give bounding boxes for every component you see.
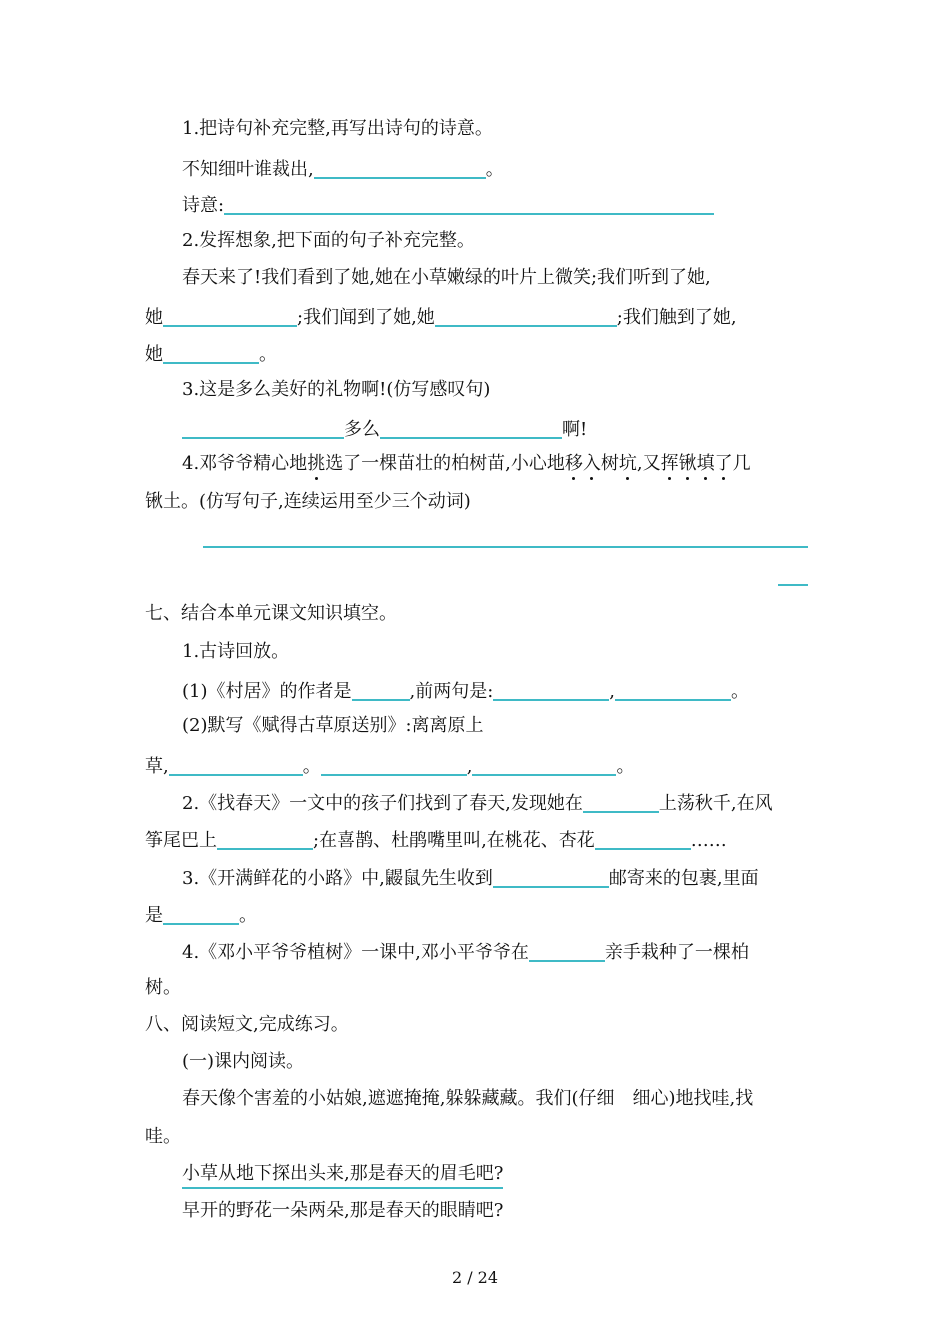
answer-blank[interactable] [321, 756, 467, 776]
q8-paragraph2: 小草从地下探出头来,那是春天的眉毛吧? [182, 1162, 503, 1186]
answer-blank[interactable] [615, 681, 731, 701]
q7-item2-line2: 筝尾巴上 ;在喜鹊、杜鹃嘴里叫,在桃花、杏花 …… [145, 830, 727, 851]
answer-blank[interactable] [493, 868, 609, 888]
q6-meaning-line: 诗意: [182, 191, 714, 215]
q8-paragraph3: 早开的野花一朵两朵,那是春天的眼睛吧? [182, 1200, 504, 1221]
q6-item3-prompt: 3.这是多么美好的礼物啊!(仿写感叹句) [182, 379, 491, 400]
answer-blank[interactable] [314, 159, 486, 179]
answer-blank[interactable] [352, 681, 410, 701]
q7-item2-line1: 2.《找春天》一文中的孩子们找到了春天,发现她在 上荡秋千,在风 [182, 793, 773, 814]
answer-blank[interactable] [472, 756, 616, 776]
answer-line[interactable] [778, 584, 808, 586]
q7-s1a: (1)《村居》的作者是 ,前两句是: , 。 [182, 681, 750, 702]
q6-item2-line2: 她 ;我们闻到了她,她 ;我们触到了她, [145, 307, 737, 328]
answer-blank[interactable] [163, 344, 259, 364]
q8-sub1: (一)课内阅读。 [182, 1051, 305, 1072]
page-number: 2 / 24 [451, 1268, 499, 1287]
q8-heading: 八、阅读短文,完成练习。 [145, 1014, 349, 1035]
meaning-blank[interactable] [224, 195, 714, 215]
q6-item1-prompt: 1.把诗句补充完整,再写出诗句的诗意。 [182, 118, 493, 139]
q7-s1b-cont: 草, 。 , 。 [145, 756, 635, 777]
answer-blank[interactable] [182, 419, 344, 439]
q6-item4-line2: 锹土。(仿写句子,连续运用至少三个动词) [145, 491, 471, 512]
q7-item3-line1: 3.《开满鲜花的小路》中,鼹鼠先生收到 邮寄来的包裹,里面 [182, 868, 759, 889]
q7-item3-line2: 是 。 [145, 905, 257, 926]
q8-paragraph1-cont: 哇。 [145, 1126, 181, 1147]
answer-blank[interactable] [217, 830, 313, 850]
q7-heading: 七、结合本单元课文知识填空。 [145, 603, 397, 624]
answer-blank[interactable] [493, 681, 609, 701]
answer-blank[interactable] [169, 756, 303, 776]
answer-line[interactable] [203, 546, 808, 548]
q6-item1-line: 不知细叶谁裁出, 。 [182, 159, 504, 180]
q7-item4-line2: 树。 [145, 977, 181, 998]
answer-blank[interactable] [163, 905, 239, 925]
q6-item4-line1: 4.邓爷爷精心地挑选了一棵苗壮的柏树苗,小心地移入树坑,又挥锹填了几 [182, 453, 751, 474]
q6-item2-line3: 她 。 [145, 344, 277, 365]
q6-item2-prompt: 2.发挥想象,把下面的句子补充完整。 [182, 230, 475, 251]
q6-item2-text: 春天来了!我们看到了她,她在小草嫩绿的叶片上微笑;我们听到了她, [182, 267, 711, 288]
q7-s1b: (2)默写《赋得古草原送别》:离离原上 [182, 715, 484, 736]
answer-blank[interactable] [529, 942, 605, 962]
q7-item4-line1: 4.《邓小平爷爷植树》一课中,邓小平爷爷在 亲手栽种了一棵柏 [182, 942, 749, 963]
answer-blank[interactable] [583, 793, 659, 813]
answer-blank[interactable] [163, 307, 297, 327]
answer-blank[interactable] [380, 419, 562, 439]
q7-sub1: 1.古诗回放。 [182, 641, 290, 662]
answer-blank[interactable] [595, 830, 691, 850]
q6-item3-line: 多么 啊! [182, 415, 587, 439]
answer-blank[interactable] [435, 307, 617, 327]
q8-paragraph1: 春天像个害羞的小姑娘,遮遮掩掩,躲躲藏藏。我们(仔细 细心)地找哇,找 [182, 1088, 754, 1109]
